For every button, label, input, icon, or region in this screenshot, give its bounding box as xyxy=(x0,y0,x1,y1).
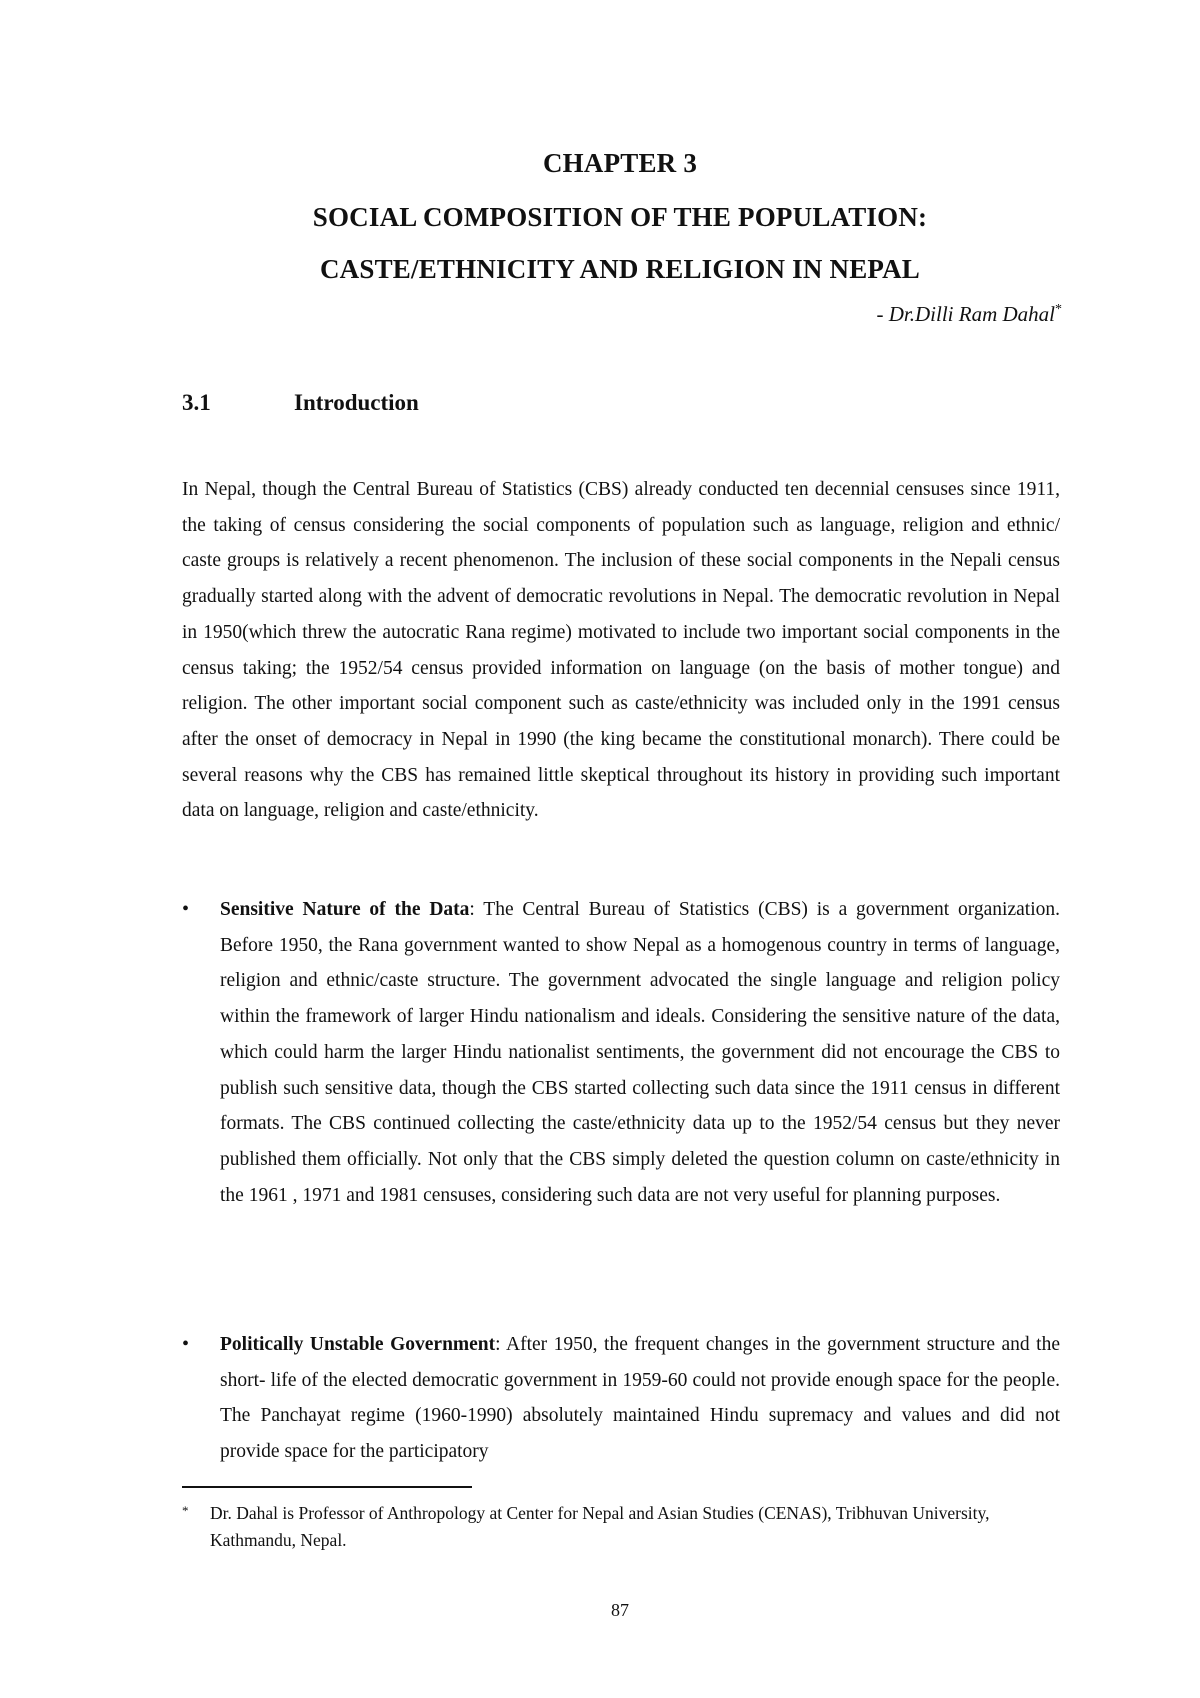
section-number: 3.1 xyxy=(182,390,211,415)
intro-paragraph: In Nepal, though the Central Bureau of Statistics (CBS) already conducted ten decennial censuses since 1911, the taking of census considering the social components of population such as language, religion and ethnic/ caste groups is relatively a recent phenomenon. The inclusion of these social components in the Nepali census gradually started along with the advent of democratic revolutions in Nepal. The democratic revolution in Nepal in 1950(which threw the autocratic Rana regime) motivated to include two important social components in the census taking; the 1952/54 census provided information on language (on the basis of mother tongue) and religion. The other important social component such as caste/ethnicity was included only in the 1991 census after the onset of democracy in Nepal in 1990 (the king became the constitutional monarch). There could be several reasons why the CBS has remained little skeptical throughout its history in providing such important data on language, religion and caste/ethnicity. xyxy=(182,479,1060,822)
footnote-separator xyxy=(182,1486,472,1488)
page-number: 87 xyxy=(611,1600,629,1620)
bullet-text xyxy=(220,1327,1060,1470)
section-heading xyxy=(182,390,419,416)
chapter-label: CHAPTER 3 xyxy=(542,148,698,178)
author-footnote-mark: * xyxy=(1055,302,1062,317)
title-line-1: SOCIAL COMPOSITION OF THE POPULATION: xyxy=(312,202,928,232)
footnote-text: Dr. Dahal is Professor of Anthropology at Center for Nepal and Asian Studies (CENAS), Tribhuvan University, Kathmandu, Nepal. xyxy=(210,1503,990,1550)
bullet-marker: • xyxy=(182,1333,190,1355)
title-line-2: CASTE/ETHNICITY AND RELIGION IN NEPAL xyxy=(319,254,920,284)
author-name: - Dr.Dilli Ram Dahal xyxy=(876,302,1055,326)
bullet-heading: Sensitive Nature of the Data xyxy=(220,899,470,920)
author-byline xyxy=(877,302,1063,327)
bullet-text xyxy=(220,892,1060,1213)
footnote-mark: * xyxy=(182,1503,189,1518)
bullet-body: : The Central Bureau of Statistics (CBS) is a government organization. Before 1950, the Rana government wanted to show Nepal as a homogenous country in terms of language, religion and ethnic/caste structure. The government advocated the single language and religion policy within the framework of larger Hindu nationalism and ideals. Considering the sensitive nature of the data, which could harm the larger Hindu nationalist sentiments, the government did not encourage the CBS to publish such sensitive data, though the CBS started collecting such data since the 1911 census in different formats. The CBS continued collecting the caste/ethnicity data up to the 1952/54 census but they never published them officially. Not only that the CBS simply deleted the question column on caste/ethnicity in the 1961 , 1971 and 1981 censuses, considering such data are not very useful for planning purposes. xyxy=(220,899,1060,1206)
bullet-body: : After 1950, the frequent changes in the government structure and the short- life of the elected democratic government in 1959-60 could not provide enough space for the people. The Panchayat regime (1960-1990) absolutely maintained Hindu supremacy and values and did not provide space for the participatory xyxy=(220,1334,1061,1463)
section-title: Introduction xyxy=(294,390,419,415)
bullet-marker: • xyxy=(182,898,190,920)
bullet-heading: Politically Unstable Government xyxy=(220,1334,496,1355)
